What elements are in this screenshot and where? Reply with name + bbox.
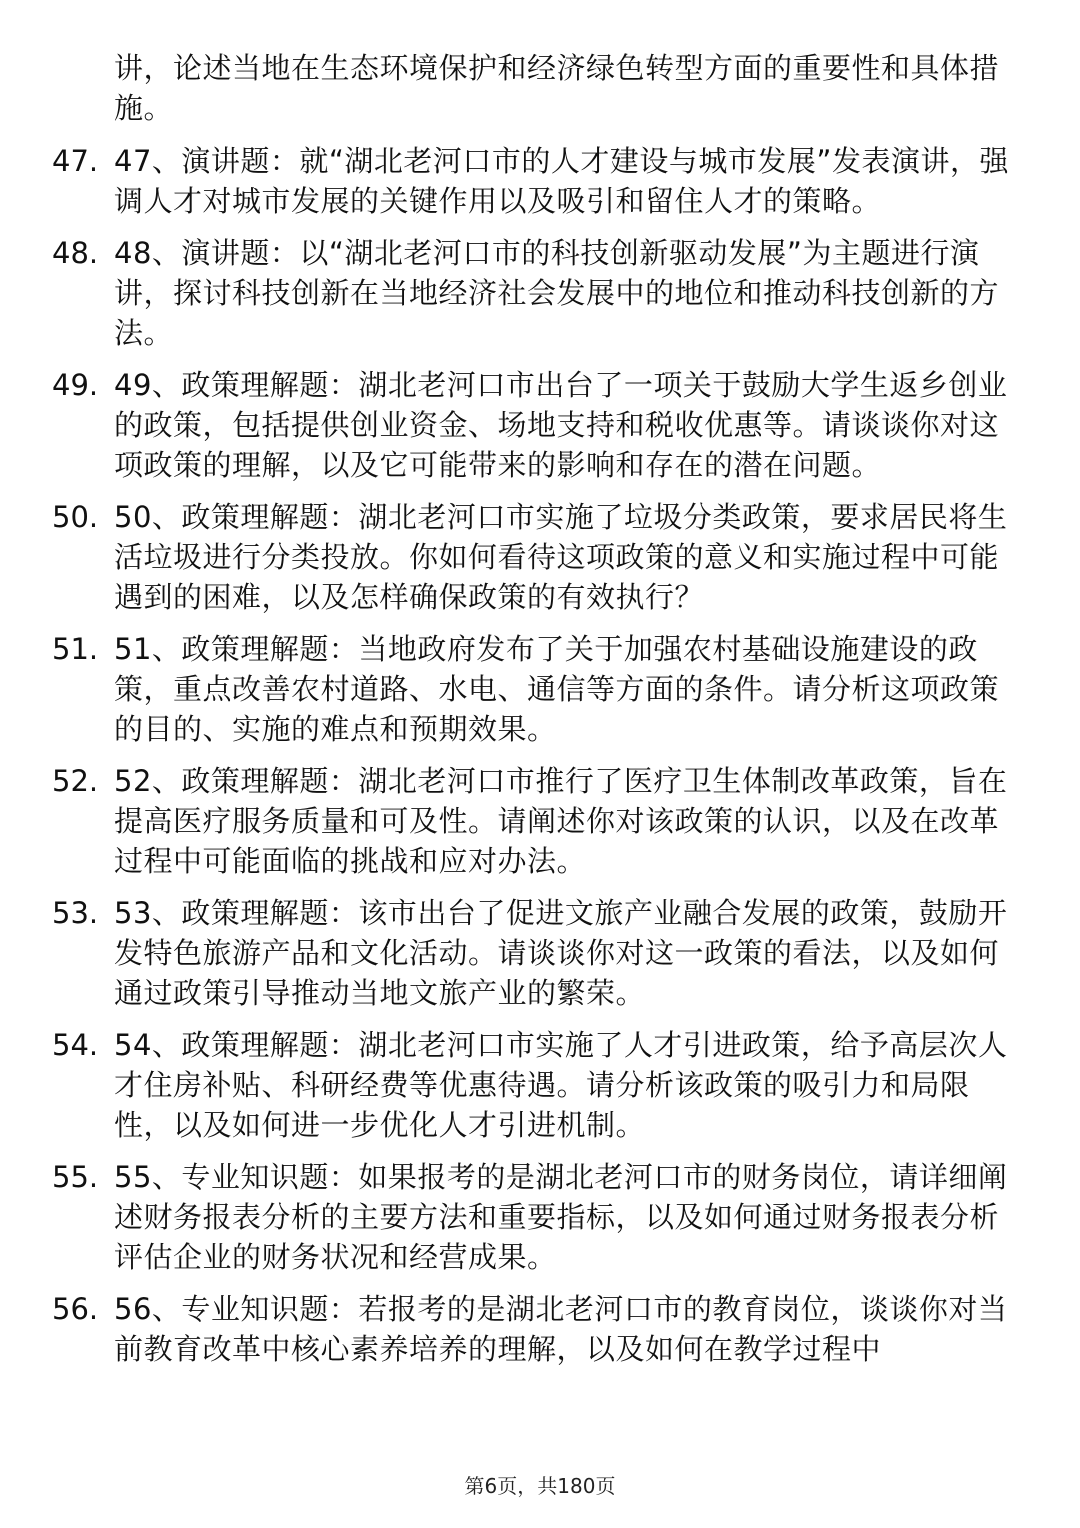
item-text: 49、政策理解题：湖北老河口市出台了一项关于鼓励大学生返乡创业的政策，包括提供创业资金、场地支持和税收优惠等。请谈谈你对这项政策的理解，以及它可能带来的影响和存在的潜在问题。 [114, 368, 1008, 482]
item-text: 47、演讲题：就“湖北老河口市的人才建设与城市发展”发表演讲，强调人才对城市发展的关键作用以及吸引和留住人才的策略。 [114, 144, 1009, 218]
continuation-paragraph: 讲，论述当地在生态环境保护和经济绿色转型方面的重要性和具体措施。 [114, 51, 1000, 125]
list-item [0, 141, 1080, 221]
item-number: 56. [52, 1292, 99, 1326]
item-text: 51、政策理解题：当地政府发布了关于加强农村基础设施建设的政策，重点改善农村道路、水电、通信等方面的条件。请分析这项政策的目的、实施的难点和预期效果。 [114, 632, 1000, 746]
list-item [0, 233, 1080, 353]
list-item [0, 1157, 1080, 1277]
list-item [0, 761, 1080, 881]
item-number: 50. [52, 500, 99, 534]
list-item [0, 1289, 1080, 1369]
item-number: 55. [52, 1160, 99, 1194]
list-item [0, 629, 1080, 749]
list-item [0, 365, 1080, 485]
page-number-footer: 第6页，共180页 [464, 1474, 616, 1498]
item-text: 52、政策理解题：湖北老河口市推行了医疗卫生体制改革政策，旨在提高医疗服务质量和可及性。请阐述你对该政策的认识，以及在改革过程中可能面临的挑战和应对办法。 [114, 764, 1008, 878]
item-number: 51. [52, 632, 99, 666]
question-list [0, 141, 1080, 1381]
item-text: 54、政策理解题：湖北老河口市实施了人才引进政策，给予高层次人才住房补贴、科研经费等优惠待遇。请分析该政策的吸引力和局限性，以及如何进一步优化人才引进机制。 [114, 1028, 1008, 1142]
list-item [0, 893, 1080, 1013]
item-number: 49. [52, 368, 99, 402]
item-number: 52. [52, 764, 99, 798]
list-item [0, 1025, 1080, 1145]
item-number: 53. [52, 896, 99, 930]
item-number: 54. [52, 1028, 99, 1062]
item-text: 48、演讲题：以“湖北老河口市的科技创新驱动发展”为主题进行演讲，探讨科技创新在当地经济社会发展中的地位和推动科技创新的方法。 [114, 236, 1000, 350]
item-text: 50、政策理解题：湖北老河口市实施了垃圾分类政策，要求居民将生活垃圾进行分类投放。你如何看待这项政策的意义和实施过程中可能遇到的困难，以及怎样确保政策的有效执行？ [114, 500, 1008, 614]
list-item [0, 497, 1080, 617]
item-number: 47. [52, 144, 99, 178]
item-text: 55、专业知识题：如果报考的是湖北老河口市的财务岗位，请详细阐述财务报表分析的主要方法和重要指标，以及如何通过财务报表分析评估企业的财务状况和经营成果。 [114, 1160, 1008, 1274]
item-number: 48. [52, 236, 99, 270]
item-text: 53、政策理解题：该市出台了促进文旅产业融合发展的政策，鼓励开发特色旅游产品和文化活动。请谈谈你对这一政策的看法，以及如何通过政策引导推动当地文旅产业的繁荣。 [114, 896, 1008, 1010]
item-text: 56、专业知识题：若报考的是湖北老河口市的教育岗位，谈谈你对当前教育改革中核心素养培养的理解，以及如何在教学过程中 [114, 1292, 1008, 1366]
